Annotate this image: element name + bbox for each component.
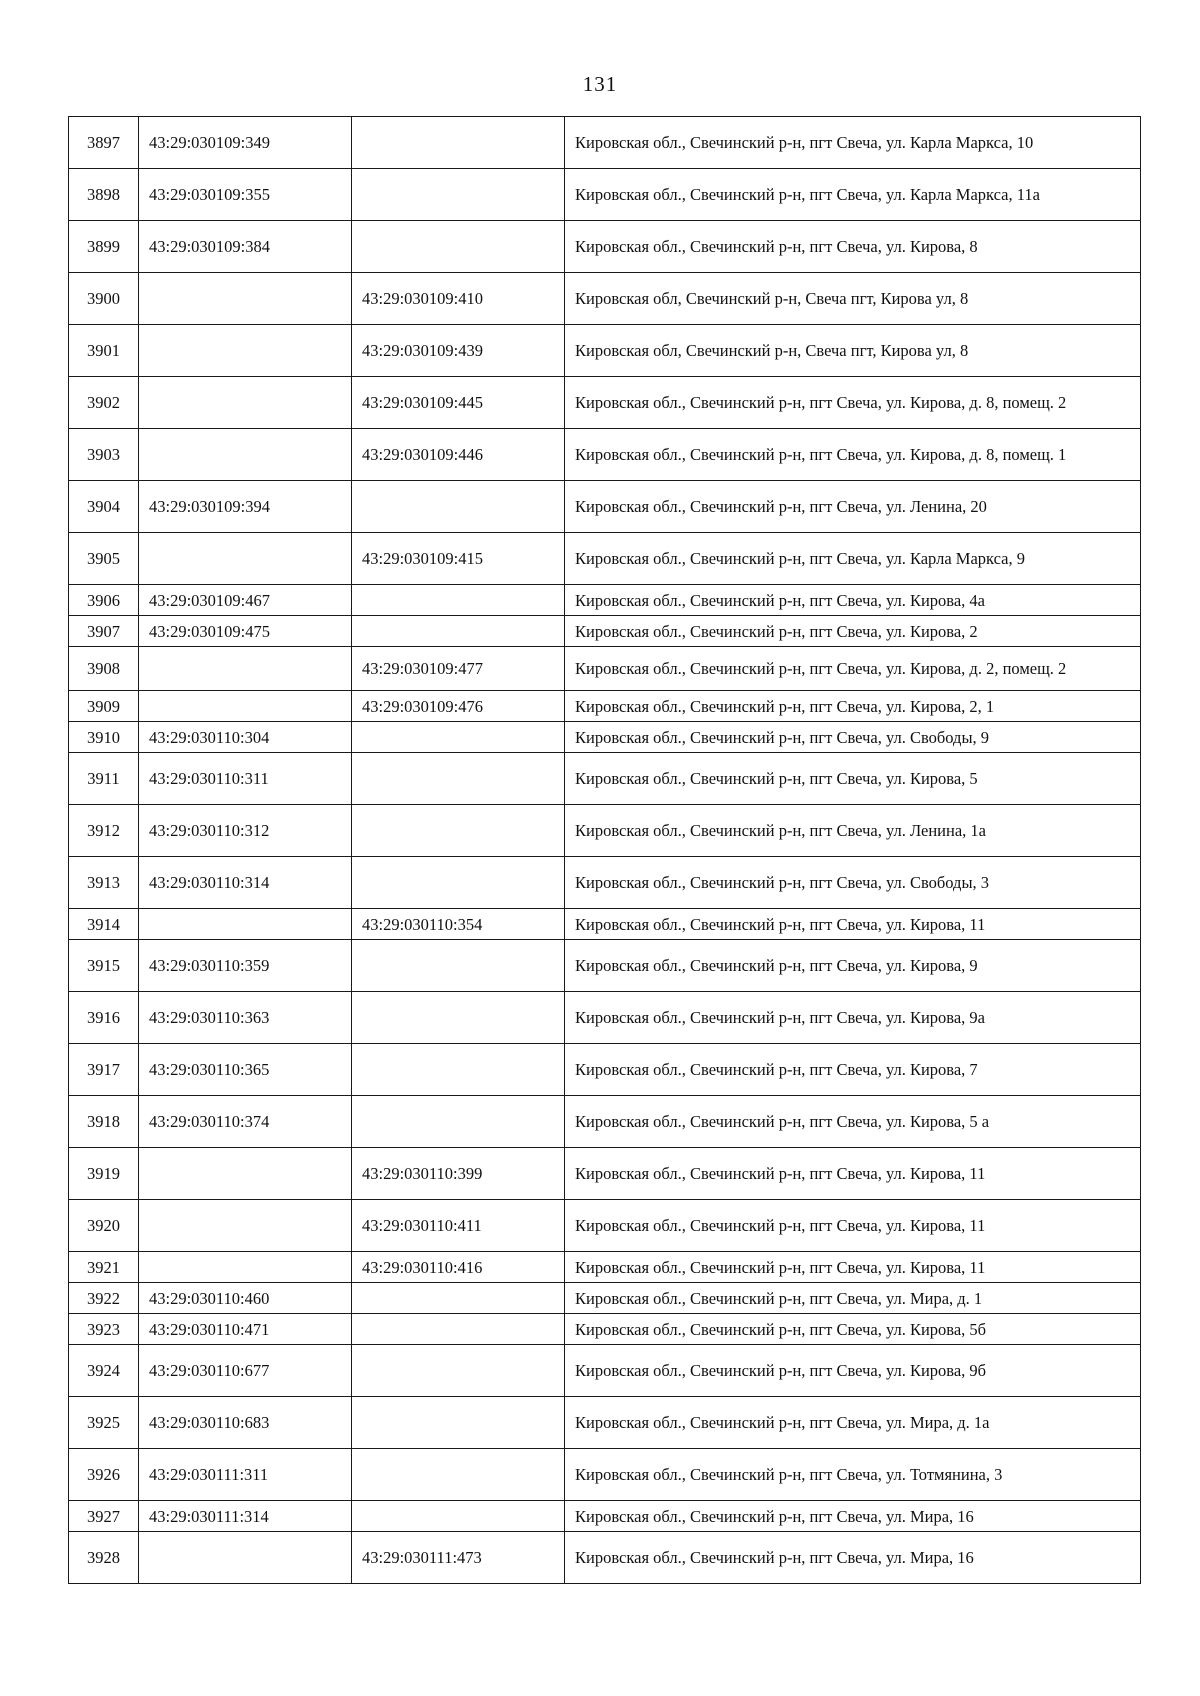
cadastral-number: 43:29:030110:359 — [139, 940, 352, 992]
row-number: 3924 — [69, 1345, 139, 1397]
related-cadastral-number — [352, 1314, 565, 1345]
related-cadastral-number — [352, 992, 565, 1044]
table-row — [69, 325, 1141, 377]
related-cadastral-number — [352, 616, 565, 647]
related-cadastral-number — [352, 753, 565, 805]
address: Кировская обл., Свечинский р-н, пгт Свеча, ул. Кирова, 9б — [565, 1345, 1141, 1397]
related-cadastral-number — [352, 481, 565, 533]
cadastral-number: 43:29:030111:314 — [139, 1501, 352, 1532]
table-row — [69, 616, 1141, 647]
page-number: 131 — [582, 72, 618, 96]
address: Кировская обл., Свечинский р-н, пгт Свеча, ул. Ленина, 1а — [565, 805, 1141, 857]
cadastral-number — [139, 691, 352, 722]
cadastral-number: 43:29:030109:384 — [139, 221, 352, 273]
cadastral-number: 43:29:030110:314 — [139, 857, 352, 909]
table-row — [69, 1252, 1141, 1283]
address: Кировская обл., Свечинский р-н, пгт Свеча, ул. Ленина, 20 — [565, 481, 1141, 533]
related-cadastral-number — [352, 1397, 565, 1449]
related-cadastral-number — [352, 940, 565, 992]
cadastral-number: 43:29:030110:460 — [139, 1283, 352, 1314]
address: Кировская обл., Свечинский р-н, пгт Свеча, ул. Карла Маркса, 9 — [565, 533, 1141, 585]
cadastral-number: 43:29:030110:365 — [139, 1044, 352, 1096]
row-number: 3905 — [69, 533, 139, 585]
cadastral-number: 43:29:030110:683 — [139, 1397, 352, 1449]
table-row — [69, 1148, 1141, 1200]
address: Кировская обл., Свечинский р-н, пгт Свеча, ул. Кирова, 7 — [565, 1044, 1141, 1096]
related-cadastral-number — [352, 169, 565, 221]
related-cadastral-number: 43:29:030110:354 — [352, 909, 565, 940]
table-row — [69, 481, 1141, 533]
table-row — [69, 1449, 1141, 1501]
table-row — [69, 992, 1141, 1044]
related-cadastral-number — [352, 722, 565, 753]
address: Кировская обл., Свечинский р-н, пгт Свеча, ул. Тотмянина, 3 — [565, 1449, 1141, 1501]
related-cadastral-number — [352, 117, 565, 169]
cadastral-number — [139, 273, 352, 325]
address: Кировская обл., Свечинский р-н, пгт Свеча, ул. Свободы, 9 — [565, 722, 1141, 753]
table-row — [69, 647, 1141, 691]
related-cadastral-number: 43:29:030109:445 — [352, 377, 565, 429]
cadastral-number — [139, 1532, 352, 1584]
address: Кировская обл., Свечинский р-н, пгт Свеча, ул. Мира, 16 — [565, 1501, 1141, 1532]
related-cadastral-number — [352, 1345, 565, 1397]
table-row — [69, 1096, 1141, 1148]
row-number: 3899 — [69, 221, 139, 273]
row-number: 3900 — [69, 273, 139, 325]
cadastral-number — [139, 533, 352, 585]
related-cadastral-number — [352, 585, 565, 616]
row-number: 3927 — [69, 1501, 139, 1532]
table-row — [69, 753, 1141, 805]
cadastral-number — [139, 429, 352, 481]
row-number: 3901 — [69, 325, 139, 377]
cadastral-number: 43:29:030110:304 — [139, 722, 352, 753]
table-row — [69, 377, 1141, 429]
cadastral-number: 43:29:030109:355 — [139, 169, 352, 221]
address: Кировская обл, Свечинский р-н, Свеча пгт, Кирова ул, 8 — [565, 273, 1141, 325]
table-row — [69, 909, 1141, 940]
address: Кировская обл., Свечинский р-н, пгт Свеча, ул. Мира, 16 — [565, 1532, 1141, 1584]
cadastral-number: 43:29:030109:475 — [139, 616, 352, 647]
related-cadastral-number: 43:29:030109:446 — [352, 429, 565, 481]
address: Кировская обл., Свечинский р-н, пгт Свеча, ул. Карла Маркса, 11а — [565, 169, 1141, 221]
row-number: 3914 — [69, 909, 139, 940]
row-number: 3918 — [69, 1096, 139, 1148]
address: Кировская обл., Свечинский р-н, пгт Свеча, ул. Кирова, 5 а — [565, 1096, 1141, 1148]
related-cadastral-number: 43:29:030110:399 — [352, 1148, 565, 1200]
row-number: 3923 — [69, 1314, 139, 1345]
related-cadastral-number: 43:29:030109:410 — [352, 273, 565, 325]
related-cadastral-number — [352, 1044, 565, 1096]
row-number: 3916 — [69, 992, 139, 1044]
address: Кировская обл., Свечинский р-н, пгт Свеча, ул. Кирова, 9 — [565, 940, 1141, 992]
address: Кировская обл., Свечинский р-н, пгт Свеча, ул. Карла Маркса, 10 — [565, 117, 1141, 169]
cadastral-number — [139, 909, 352, 940]
cadastral-number: 43:29:030110:311 — [139, 753, 352, 805]
related-cadastral-number: 43:29:030110:416 — [352, 1252, 565, 1283]
table-row — [69, 1345, 1141, 1397]
related-cadastral-number — [352, 1449, 565, 1501]
address: Кировская обл., Свечинский р-н, пгт Свеча, ул. Кирова, 11 — [565, 1148, 1141, 1200]
cadastral-number — [139, 647, 352, 691]
address: Кировская обл., Свечинский р-н, пгт Свеча, ул. Кирова, д. 8, помещ. 2 — [565, 377, 1141, 429]
address: Кировская обл., Свечинский р-н, пгт Свеча, ул. Свободы, 3 — [565, 857, 1141, 909]
row-number: 3917 — [69, 1044, 139, 1096]
row-number: 3915 — [69, 940, 139, 992]
related-cadastral-number: 43:29:030109:477 — [352, 647, 565, 691]
cadastral-number: 43:29:030110:471 — [139, 1314, 352, 1345]
cadastral-number — [139, 1200, 352, 1252]
related-cadastral-number: 43:29:030109:476 — [352, 691, 565, 722]
row-number: 3919 — [69, 1148, 139, 1200]
related-cadastral-number — [352, 1096, 565, 1148]
row-number: 3904 — [69, 481, 139, 533]
cadastral-number: 43:29:030109:467 — [139, 585, 352, 616]
cadastral-number: 43:29:030109:349 — [139, 117, 352, 169]
row-number: 3897 — [69, 117, 139, 169]
table-row — [69, 429, 1141, 481]
table-row — [69, 1397, 1141, 1449]
table-row — [69, 857, 1141, 909]
address: Кировская обл., Свечинский р-н, пгт Свеча, ул. Кирова, 2, 1 — [565, 691, 1141, 722]
table-row — [69, 805, 1141, 857]
row-number: 3913 — [69, 857, 139, 909]
related-cadastral-number: 43:29:030111:473 — [352, 1532, 565, 1584]
row-number: 3921 — [69, 1252, 139, 1283]
cadastral-number: 43:29:030110:312 — [139, 805, 352, 857]
table-row — [69, 722, 1141, 753]
cadastral-number: 43:29:030111:311 — [139, 1449, 352, 1501]
row-number: 3926 — [69, 1449, 139, 1501]
table-row — [69, 273, 1141, 325]
row-number: 3898 — [69, 169, 139, 221]
row-number: 3928 — [69, 1532, 139, 1584]
related-cadastral-number — [352, 221, 565, 273]
cadastral-number — [139, 1252, 352, 1283]
related-cadastral-number: 43:29:030109:439 — [352, 325, 565, 377]
row-number: 3909 — [69, 691, 139, 722]
table-row — [69, 1532, 1141, 1584]
table-row — [69, 169, 1141, 221]
table-row — [69, 117, 1141, 169]
address: Кировская обл., Свечинский р-н, пгт Свеча, ул. Кирова, 11 — [565, 1252, 1141, 1283]
row-number: 3922 — [69, 1283, 139, 1314]
cadastral-number: 43:29:030110:363 — [139, 992, 352, 1044]
row-number: 3908 — [69, 647, 139, 691]
address: Кировская обл., Свечинский р-н, пгт Свеча, ул. Мира, д. 1 — [565, 1283, 1141, 1314]
row-number: 3920 — [69, 1200, 139, 1252]
cadastral-number: 43:29:030110:677 — [139, 1345, 352, 1397]
related-cadastral-number: 43:29:030109:415 — [352, 533, 565, 585]
address: Кировская обл, Свечинский р-н, Свеча пгт, Кирова ул, 8 — [565, 325, 1141, 377]
row-number: 3911 — [69, 753, 139, 805]
property-table — [68, 116, 1141, 1584]
address: Кировская обл., Свечинский р-н, пгт Свеча, ул. Кирова, 2 — [565, 616, 1141, 647]
cadastral-number: 43:29:030109:394 — [139, 481, 352, 533]
address: Кировская обл., Свечинский р-н, пгт Свеча, ул. Кирова, 8 — [565, 221, 1141, 273]
row-number: 3902 — [69, 377, 139, 429]
row-number: 3910 — [69, 722, 139, 753]
cadastral-number — [139, 1148, 352, 1200]
table-row — [69, 691, 1141, 722]
address: Кировская обл., Свечинский р-н, пгт Свеча, ул. Кирова, д. 2, помещ. 2 — [565, 647, 1141, 691]
table-row — [69, 1501, 1141, 1532]
table-row — [69, 1200, 1141, 1252]
address: Кировская обл., Свечинский р-н, пгт Свеча, ул. Кирова, 5б — [565, 1314, 1141, 1345]
table-row — [69, 533, 1141, 585]
row-number: 3906 — [69, 585, 139, 616]
related-cadastral-number — [352, 1283, 565, 1314]
address: Кировская обл., Свечинский р-н, пгт Свеча, ул. Кирова, 11 — [565, 1200, 1141, 1252]
related-cadastral-number — [352, 1501, 565, 1532]
row-number: 3903 — [69, 429, 139, 481]
address: Кировская обл., Свечинский р-н, пгт Свеча, ул. Кирова, 11 — [565, 909, 1141, 940]
table-row — [69, 1314, 1141, 1345]
address: Кировская обл., Свечинский р-н, пгт Свеча, ул. Кирова, 5 — [565, 753, 1141, 805]
row-number: 3907 — [69, 616, 139, 647]
related-cadastral-number: 43:29:030110:411 — [352, 1200, 565, 1252]
address: Кировская обл., Свечинский р-н, пгт Свеча, ул. Кирова, 4а — [565, 585, 1141, 616]
row-number: 3925 — [69, 1397, 139, 1449]
table-row — [69, 1283, 1141, 1314]
address: Кировская обл., Свечинский р-н, пгт Свеча, ул. Кирова, 9а — [565, 992, 1141, 1044]
address: Кировская обл., Свечинский р-н, пгт Свеча, ул. Кирова, д. 8, помещ. 1 — [565, 429, 1141, 481]
table-row — [69, 1044, 1141, 1096]
related-cadastral-number — [352, 857, 565, 909]
cadastral-number — [139, 325, 352, 377]
cadastral-number — [139, 377, 352, 429]
table-row — [69, 585, 1141, 616]
row-number: 3912 — [69, 805, 139, 857]
address: Кировская обл., Свечинский р-н, пгт Свеча, ул. Мира, д. 1а — [565, 1397, 1141, 1449]
cadastral-number: 43:29:030110:374 — [139, 1096, 352, 1148]
related-cadastral-number — [352, 805, 565, 857]
table-row — [69, 221, 1141, 273]
table-row — [69, 940, 1141, 992]
